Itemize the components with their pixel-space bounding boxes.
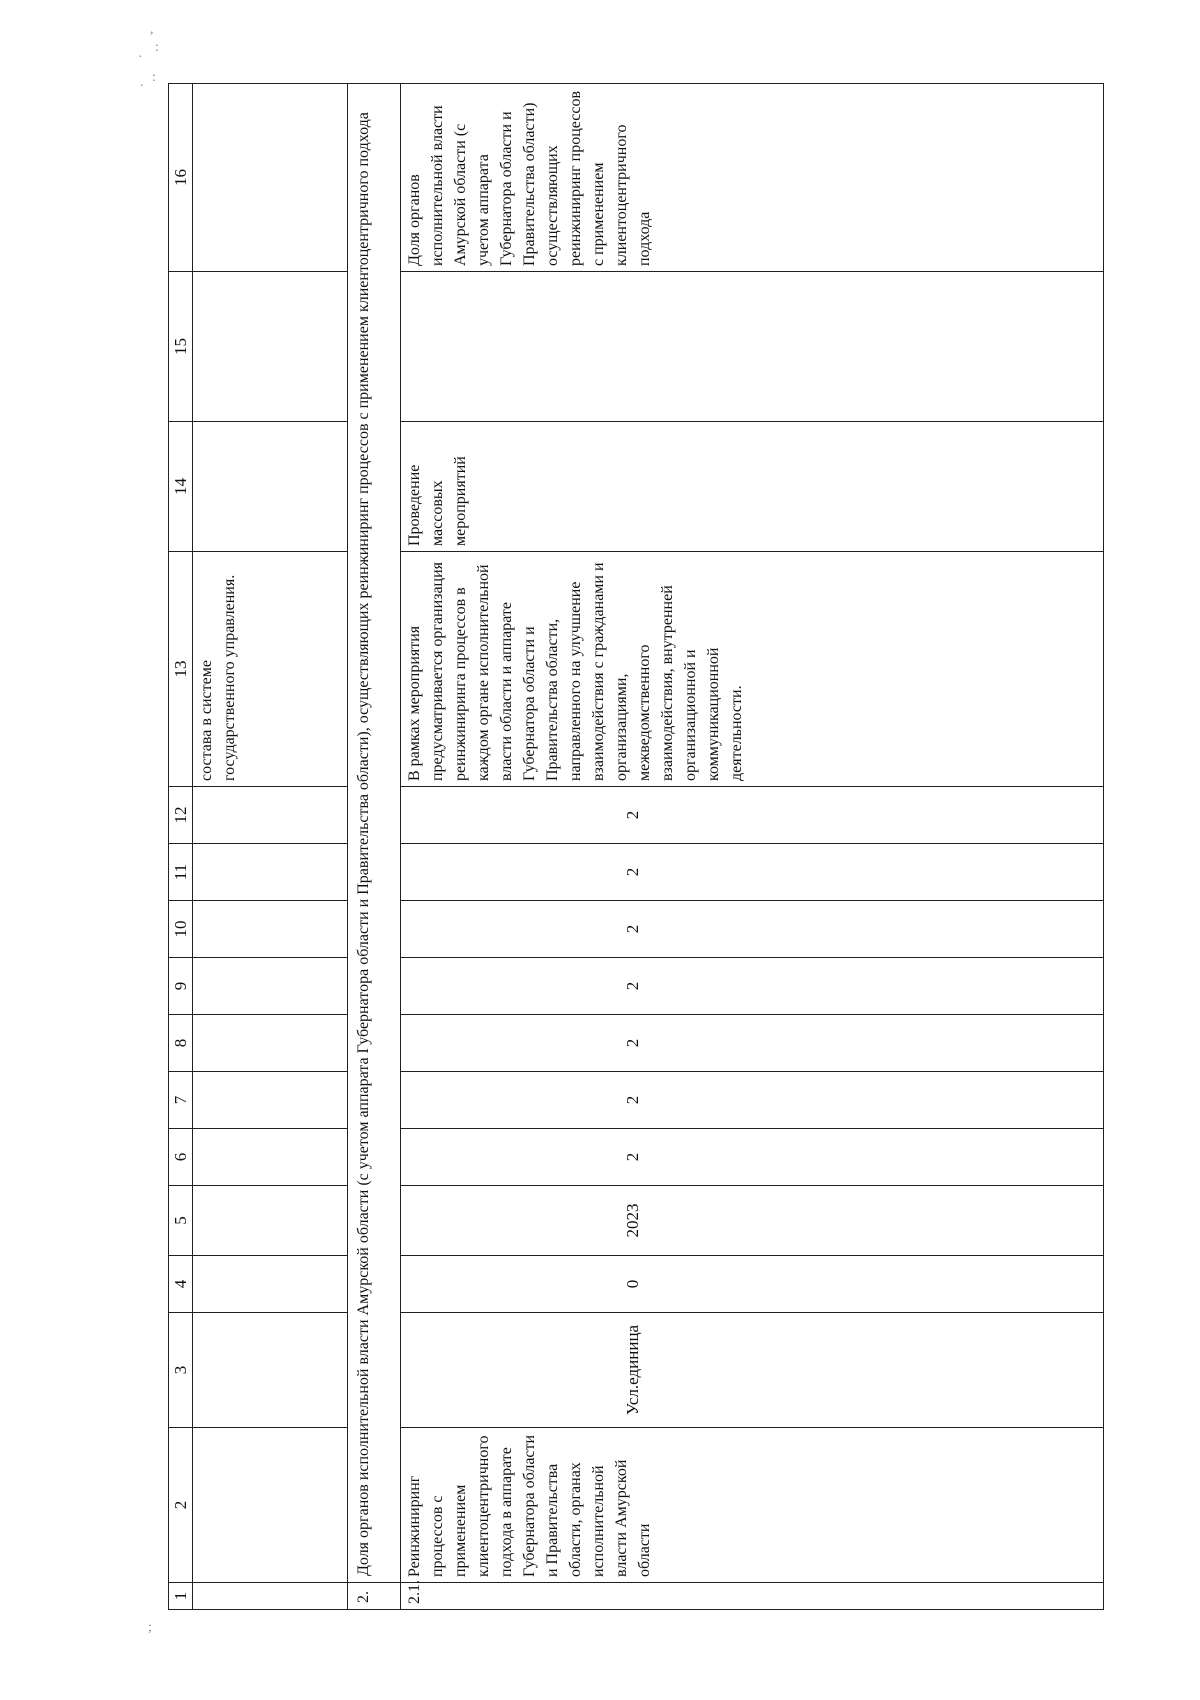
col-number: 2 [169,1428,193,1583]
row-number: 2.1. [401,1583,1104,1610]
description-cell: В рамках мероприятия предусматривается организация реинжиниринга процессов в каждом органе исполнительной власти области и аппарате Губернатора области и Правительства области, направленного на улучшение взаимодействия с гражданами и организациями, межведомственного взаимодействия, внутренней организационной и коммуникационной деятельности. [401,552,1104,787]
section-number: 2. [348,1583,401,1610]
year-value-cell: 2 [401,1129,1104,1186]
col-number: 3 [169,1313,193,1428]
section-title: Доля органов исполнительной власти Амурской области (с учетом аппарата Губернатора области и Правительства области), осуществляющих реинжиниринг процессов с применением клиентоцентричного подхода [348,84,401,1583]
year-value-cell: 2 [401,844,1104,901]
col-number: 7 [169,1072,193,1129]
year-value-cell: 2 [401,901,1104,958]
rotated-document-page [168,84,922,1610]
col-number: 6 [169,1129,193,1186]
continuation-row [193,84,348,1610]
col-number: 4 [169,1256,193,1313]
continuation-text: состава в системе государственного управления. [193,552,348,787]
col-number: 5 [169,1186,193,1256]
scan-mark: · [138,50,143,65]
section-header-row [348,84,401,1610]
col-number: 10 [169,901,193,958]
col-number: 13 [169,552,193,787]
year-value-cell: 2 [401,787,1104,844]
empty-cell [401,272,1104,422]
col-number: 12 [169,787,193,844]
col-number: 16 [169,84,193,272]
indicator-table [168,83,1104,1610]
table-container [168,84,922,1610]
col-number: 1 [169,1583,193,1610]
col-number: 15 [169,272,193,422]
year-value-cell: 2 [401,1072,1104,1129]
base-year-cell: 2023 [401,1186,1104,1256]
scan-mark: , [150,22,154,37]
year-value-cell: 2 [401,958,1104,1015]
scan-mark: ; [148,1620,152,1635]
event-name: Реинжиниринг процессов с применением клиентоцентричного подхода в аппарате Губернатора области и Правительства области, органах исполнительной власти Амурской области [401,1428,1104,1583]
year-value-cell: 2 [401,1015,1104,1072]
col-number: 11 [169,844,193,901]
col-number: 14 [169,422,193,552]
indicator-cell: Доля органов исполнительной власти Амурской области (с учетом аппарата Губернатора области и Правительства области) осуществляющих реинжиниринг процессов с применением клиентоцентричного подхода [401,84,1104,272]
column-number-row [169,84,193,1610]
scan-mark: : [155,40,159,55]
col-number: 9 [169,958,193,1015]
activity-type-cell: Проведение массовых мероприятий [401,422,1104,552]
col-number: 8 [169,1015,193,1072]
table-row [401,84,1104,1610]
scan-mark: : [152,70,156,85]
base-value-cell: 0 [401,1256,1104,1313]
unit-cell: Усл.единица [401,1313,1104,1428]
scan-mark: . [140,75,144,90]
